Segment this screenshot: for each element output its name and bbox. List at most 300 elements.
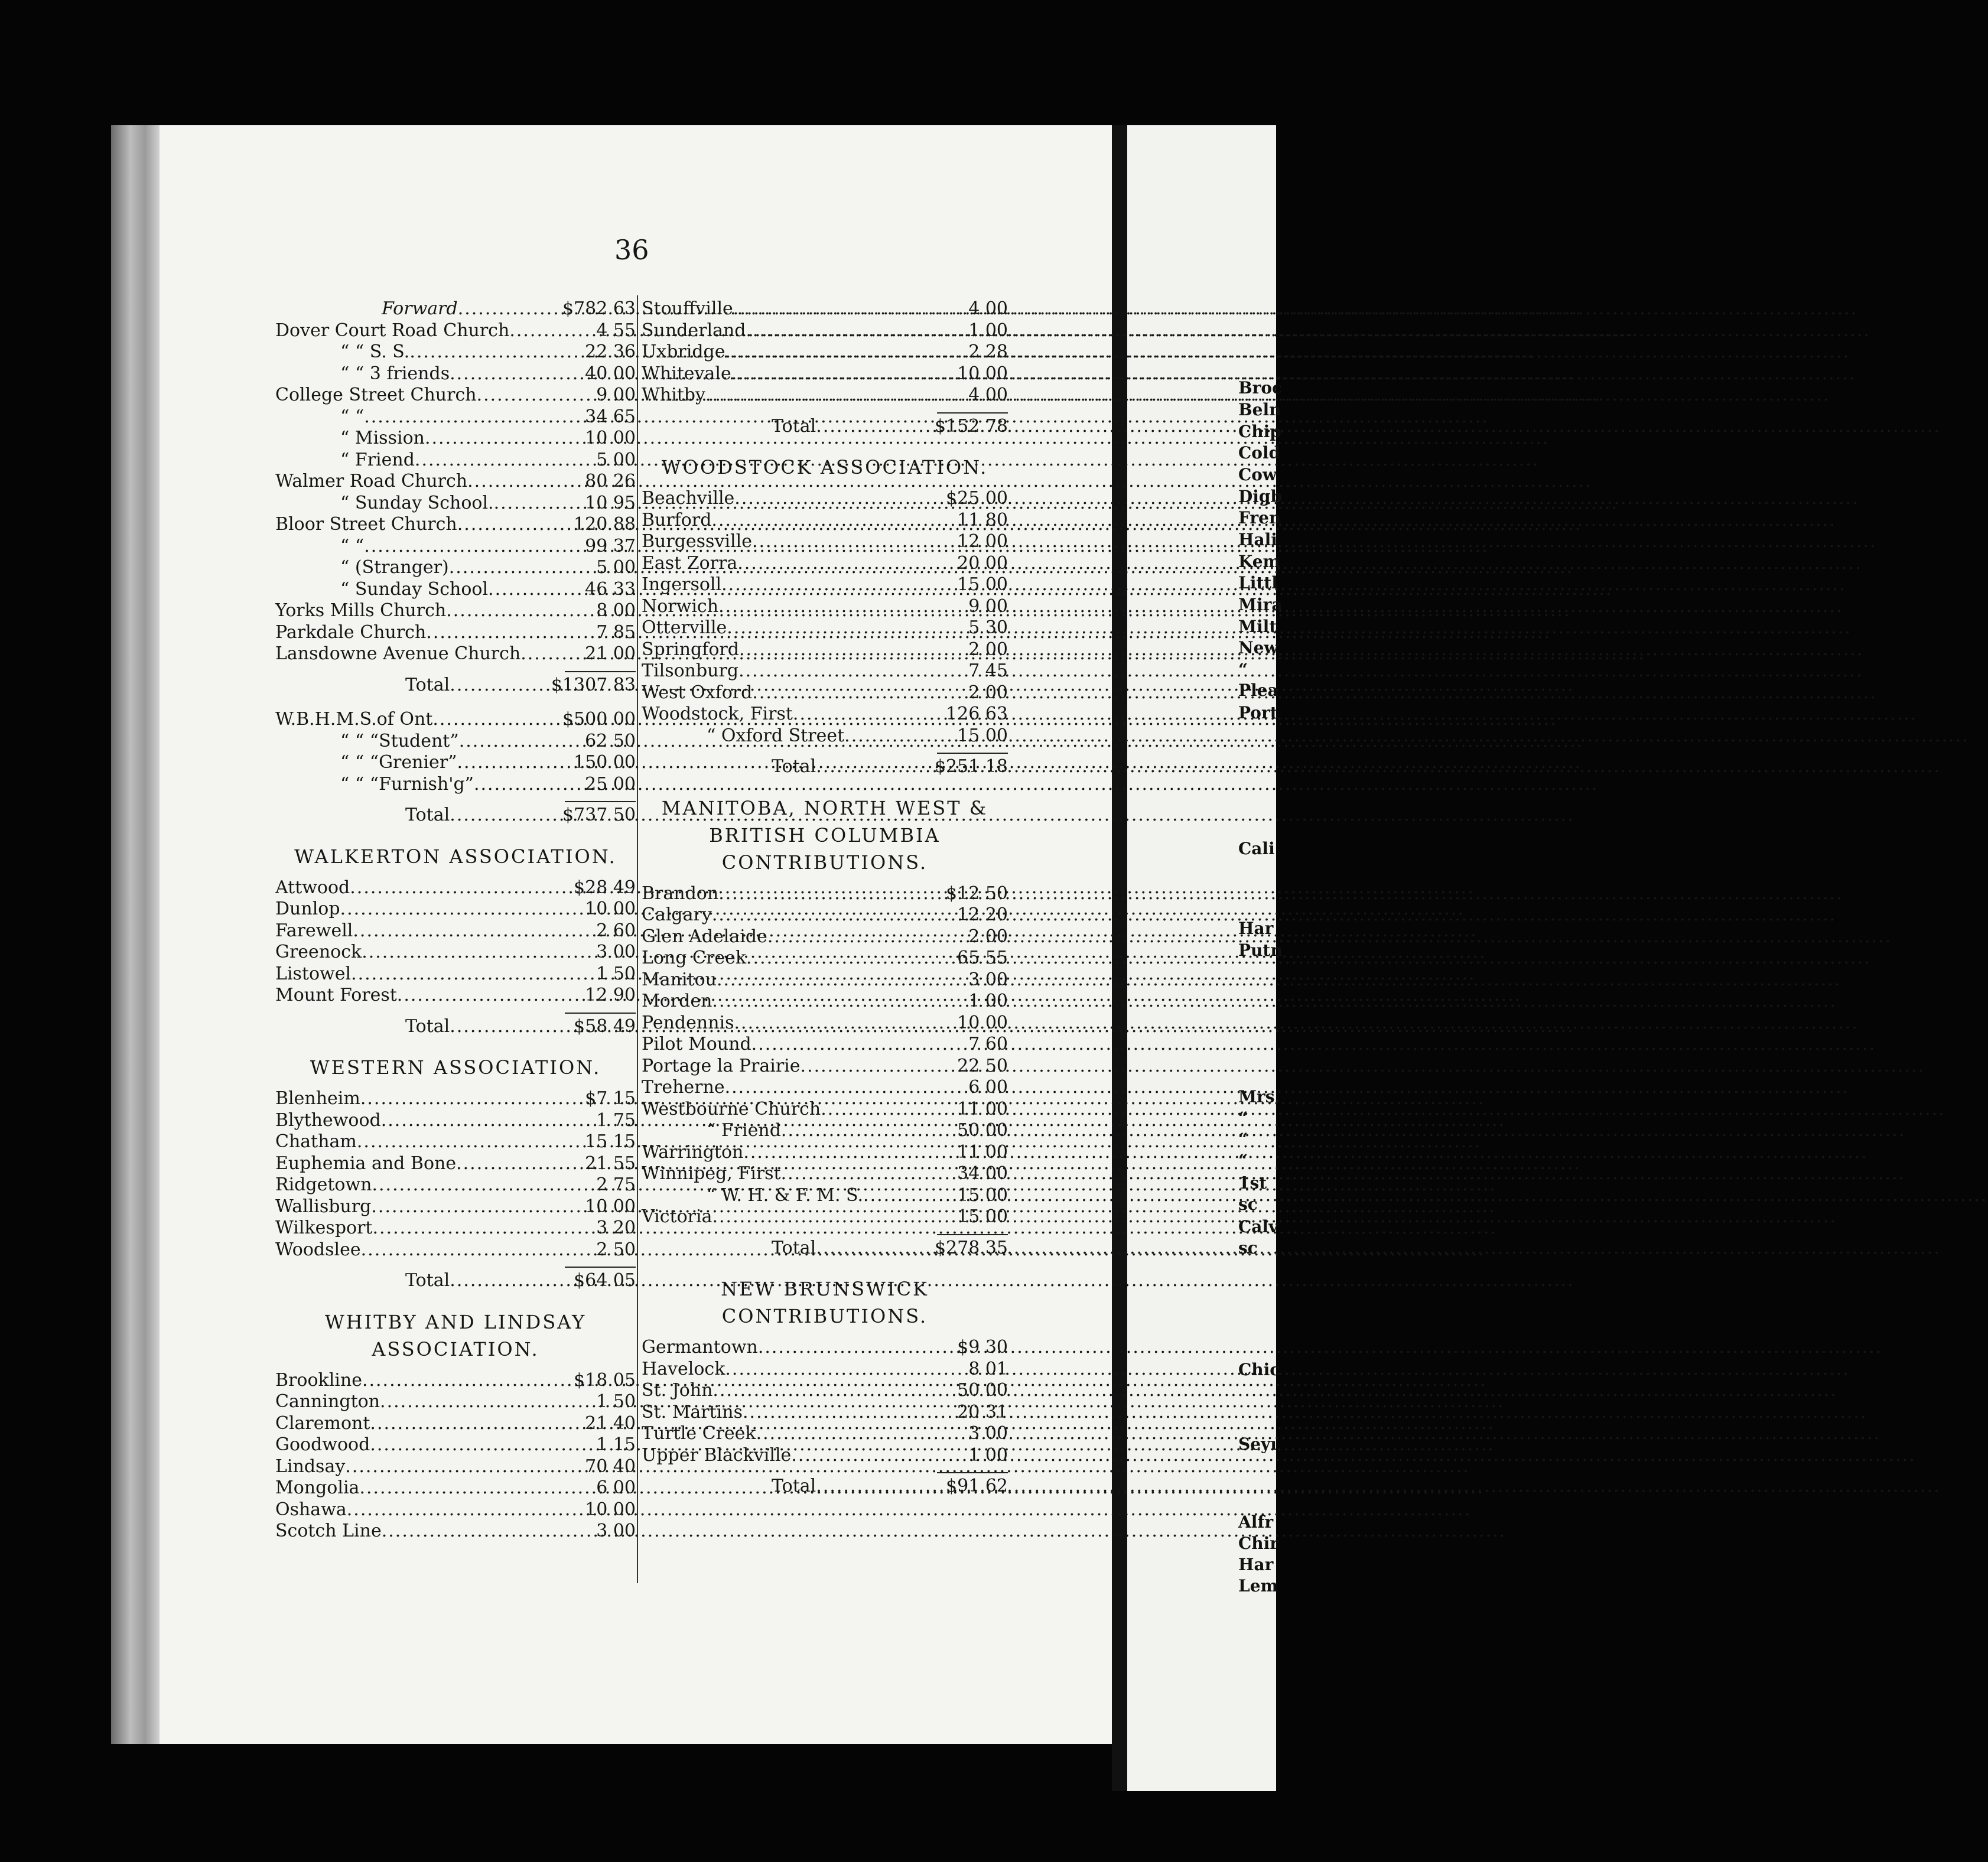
dot-leader <box>449 557 559 579</box>
entry-label: Otterville <box>642 617 727 638</box>
entry-label: Tilsonburg <box>642 660 739 681</box>
entry-label: Cannington <box>275 1391 380 1412</box>
entry-label: Pilot Mound <box>642 1034 751 1054</box>
entry-label: “ Oxford Street <box>707 725 845 746</box>
entry-label: Blythewood <box>275 1109 381 1131</box>
dot-leader <box>781 1163 931 1185</box>
dot-leader <box>767 926 931 948</box>
dot-leader <box>746 320 932 342</box>
manitoba-heading <box>642 795 1008 876</box>
dot-leader <box>415 450 559 471</box>
facing-page-fragment: Milt <box>1238 617 1277 636</box>
entry-row <box>642 1056 1008 1078</box>
entry-label: “ “ “Furnish'g” <box>340 773 474 795</box>
entry-label: Claremont <box>275 1412 370 1434</box>
entry-amount: $7 15 <box>585 1088 636 1109</box>
whitby-heading-line2: ASSOCIATION. <box>372 1337 539 1360</box>
entry-label: “ “ <box>340 406 365 427</box>
facing-page-fragment: Seyı <box>1238 1434 1277 1454</box>
dot-leader <box>457 514 559 536</box>
entry-label: Beachville <box>642 488 735 509</box>
dot-leader <box>712 904 931 926</box>
entry-amount: 7 60 <box>968 1034 1008 1054</box>
entry-label: “ “ <box>340 535 365 556</box>
facing-page-fragment: 1st <box>1238 1173 1267 1193</box>
entry-label: Forward <box>382 298 458 319</box>
entry-amount: 9 00 <box>968 595 1008 617</box>
entry-row <box>642 660 1008 682</box>
dot-leader <box>381 1110 559 1132</box>
dot-leader <box>711 510 931 532</box>
entry-amount: $1307 83 <box>551 674 636 695</box>
entry-amount: 10 00 <box>585 1196 636 1217</box>
entry-label: Norwich <box>642 595 719 617</box>
entry-row <box>275 493 636 515</box>
entry-row <box>642 617 1008 639</box>
dot-leader <box>752 531 931 553</box>
entry-amount: 15 15 <box>585 1131 636 1152</box>
entry-amount: 4 00 <box>968 385 1008 405</box>
entry-row <box>275 731 636 753</box>
entry-amount: 3 00 <box>968 1423 1008 1444</box>
facing-page-fragment: Lem <box>1238 1576 1278 1596</box>
entry-row <box>275 1477 636 1499</box>
entry-row <box>275 536 636 558</box>
entry-row <box>275 899 636 920</box>
entry-amount: 50 00 <box>957 1120 1008 1141</box>
total-rule <box>565 801 636 802</box>
dot-leader <box>746 948 931 969</box>
entry-row <box>642 969 1008 991</box>
toronto-total <box>275 675 636 696</box>
entry-label: Total <box>405 674 450 695</box>
entry-label: Wallisburg <box>275 1196 372 1217</box>
entry-row <box>642 926 1008 948</box>
entry-amount: $64 05 <box>574 1270 636 1291</box>
entry-row <box>275 1110 636 1132</box>
facing-page-fragment: “ <box>1238 660 1248 679</box>
entry-amount: 5 00 <box>596 557 636 578</box>
whitby-heading-line1: WHITBY AND LINDSAY <box>324 1310 587 1333</box>
western-total <box>275 1270 636 1292</box>
dot-leader <box>793 704 931 725</box>
entry-row <box>642 682 1008 704</box>
entry-row <box>275 1174 636 1196</box>
entry-label: Listowel <box>275 963 352 984</box>
nb-heading-line2: CONTRIBUTIONS. <box>721 1305 928 1327</box>
entry-row <box>275 942 636 963</box>
dot-leader <box>712 1206 931 1228</box>
entry-amount: $25 00 <box>946 488 1008 509</box>
facing-page-fragment: “ <box>1238 1108 1248 1128</box>
dot-leader <box>733 298 931 320</box>
entry-row <box>275 1456 636 1478</box>
entry-amount: 80 26 <box>585 471 636 491</box>
dot-leader <box>382 1521 559 1542</box>
entry-label: Total <box>405 805 450 825</box>
entry-label: Mongolia <box>275 1477 360 1498</box>
entry-label: St. John <box>642 1380 713 1401</box>
dot-leader <box>364 536 559 558</box>
dot-leader <box>756 1423 931 1445</box>
woodstock-list <box>642 488 1008 747</box>
entry-amount: 150 00 <box>574 752 636 773</box>
dot-leader <box>816 756 931 778</box>
entry-amount: 4 00 <box>968 298 1008 319</box>
entry-label: Dunlop <box>275 899 340 919</box>
dot-leader <box>734 1013 931 1034</box>
dot-leader <box>362 942 559 963</box>
dot-leader <box>372 1174 559 1196</box>
dot-leader <box>712 991 931 1013</box>
entry-row <box>642 488 1008 510</box>
dot-leader <box>721 574 931 596</box>
dot-leader <box>844 725 931 747</box>
entry-label: Woodslee <box>275 1239 361 1260</box>
dot-leader <box>347 1499 559 1521</box>
total-row <box>642 416 1008 438</box>
entry-amount: 2 00 <box>968 926 1008 947</box>
manitoba-list <box>642 883 1008 1228</box>
entry-amount: 8 00 <box>596 600 636 621</box>
entry-row <box>642 1142 1008 1164</box>
facing-page-fragment: Cow <box>1238 465 1277 484</box>
nb-heading <box>642 1275 1008 1330</box>
dot-leader <box>718 883 931 905</box>
entry-row <box>275 1521 636 1542</box>
entry-row <box>275 709 636 731</box>
dot-leader <box>725 1077 931 1099</box>
entry-label: Brandon <box>642 883 719 904</box>
entry-amount: 21 00 <box>585 643 636 664</box>
entry-amount: 34 00 <box>957 1163 1008 1184</box>
facing-page-fragment: Broc <box>1238 378 1283 398</box>
dot-leader <box>361 1239 559 1261</box>
entry-amount: 22 36 <box>585 341 636 362</box>
entry-row <box>642 1185 1008 1207</box>
entry-label: Portage la Prairie <box>642 1055 801 1076</box>
manitoba-heading-line1: MANITOBA, NORTH WEST & <box>661 796 988 819</box>
entry-amount: $12 50 <box>946 883 1008 904</box>
entry-label: W.B.H.M.S.of Ont <box>275 709 433 730</box>
entry-row <box>642 1077 1008 1099</box>
entry-amount: $278 35 <box>934 1237 1008 1258</box>
dot-leader <box>494 493 559 515</box>
entry-amount: 11 80 <box>957 509 1008 530</box>
total-row <box>275 1016 636 1038</box>
entry-row <box>275 1434 636 1456</box>
entry-amount: 15 00 <box>957 574 1008 595</box>
entry-label: Uxbridge <box>642 341 725 362</box>
dot-leader <box>353 920 559 942</box>
total-row <box>642 1238 1008 1259</box>
manitoba-heading-line3: CONTRIBUTIONS. <box>721 851 928 874</box>
entry-amount: 15 00 <box>957 1184 1008 1206</box>
entry-amount: 65 55 <box>957 948 1008 968</box>
entry-amount: 20 31 <box>957 1401 1008 1422</box>
entry-label: Blenheim <box>275 1088 360 1109</box>
entry-row <box>642 1402 1008 1424</box>
entry-label: Lansdowne Avenue Church <box>275 643 521 664</box>
entry-label: Stouffville <box>642 298 733 319</box>
dot-leader <box>509 320 559 342</box>
entry-label: Walmer Road Church <box>275 471 468 491</box>
entry-amount: 99 37 <box>585 535 636 556</box>
entry-row <box>275 877 636 899</box>
entry-label: Parkdale Church <box>275 621 427 643</box>
entry-label: College Street Church <box>275 385 477 405</box>
dot-leader <box>426 622 559 644</box>
entry-label: Lindsay <box>275 1456 346 1477</box>
entry-label: Westbourne Church <box>642 1098 821 1119</box>
total-row <box>642 1476 1008 1498</box>
entry-label: St. Martins <box>642 1401 743 1422</box>
entry-amount: $152 78 <box>934 415 1008 437</box>
dot-leader <box>450 1016 559 1038</box>
entry-label: Bloor Street Church <box>275 514 457 535</box>
entry-amount: 10 00 <box>585 899 636 919</box>
entry-row <box>642 1206 1008 1228</box>
total-rule <box>565 1013 636 1014</box>
entry-label: Whitevale <box>642 363 731 384</box>
entry-amount: 62 50 <box>585 730 636 751</box>
entry-label: Winnipeg, First <box>642 1163 781 1184</box>
entry-label: Oshawa <box>275 1499 347 1520</box>
entry-row <box>275 1218 636 1239</box>
facing-page-fragment: Littl <box>1238 573 1278 593</box>
entry-label: Morden <box>642 991 712 1011</box>
entry-amount: $251 18 <box>934 756 1008 777</box>
entry-amount: 10 00 <box>957 1012 1008 1033</box>
entry-row <box>642 363 1008 385</box>
dot-leader <box>488 579 559 601</box>
entry-label: Euphemia and Bone <box>275 1153 457 1174</box>
entry-row <box>642 574 1008 596</box>
entry-amount: 2 75 <box>596 1174 636 1195</box>
entry-label: “ W. H. & F. M. S. <box>707 1184 864 1206</box>
entry-amount: 6 00 <box>596 1477 636 1498</box>
facing-page-fragment: “ <box>1238 1151 1248 1170</box>
facing-page-fragment: “ <box>1238 1129 1248 1149</box>
facing-page-fragment: Hali <box>1238 530 1277 549</box>
entry-row <box>642 1163 1008 1185</box>
entry-label: “ Sunday School. <box>340 492 494 513</box>
dot-leader <box>360 1088 559 1110</box>
total-row <box>275 675 636 696</box>
manitoba-heading-line2: BRITISH COLUMBIA <box>709 823 941 847</box>
entry-amount: 1 50 <box>596 1391 636 1412</box>
entry-label: “ “ “Student” <box>340 730 459 751</box>
dot-leader <box>731 363 931 385</box>
whitby-total <box>642 416 1008 438</box>
facing-page-fragment: Har <box>1238 1555 1274 1574</box>
entry-row <box>642 596 1008 618</box>
dot-leader <box>380 1391 559 1413</box>
entry-amount: 7 85 <box>596 621 636 643</box>
facing-page-fragment: sc <box>1238 1194 1258 1214</box>
dot-leader <box>457 752 559 774</box>
whitby-cont-list <box>642 298 1008 406</box>
dot-leader <box>717 969 931 991</box>
dot-leader <box>743 1402 931 1424</box>
entry-row <box>642 1380 1008 1402</box>
entry-label: “ Friend <box>707 1120 781 1141</box>
dot-leader <box>477 385 559 406</box>
walkerton-list <box>275 877 636 1007</box>
entry-label: Springford <box>642 639 739 660</box>
entry-row <box>642 385 1008 406</box>
entry-amount: 3 20 <box>596 1218 636 1238</box>
entry-row <box>275 298 636 320</box>
facing-page-fragment: Digb <box>1238 487 1283 506</box>
dot-leader <box>474 774 559 796</box>
entry-row <box>642 298 1008 320</box>
dot-leader <box>340 899 559 920</box>
entry-row <box>275 406 636 428</box>
toronto-list <box>275 298 636 665</box>
entry-row <box>275 985 636 1007</box>
entry-amount: 8 01 <box>968 1358 1008 1379</box>
dot-leader <box>450 675 547 696</box>
dot-leader <box>718 596 931 618</box>
facing-page-fragment: Putn <box>1238 940 1283 960</box>
dot-leader <box>371 1196 559 1218</box>
entry-amount: 25 00 <box>585 773 636 795</box>
entry-label: “ “ S. S. <box>340 341 410 362</box>
dot-leader <box>409 341 559 363</box>
entry-label: Ingersoll <box>642 574 722 595</box>
facing-page-fragment: Alfr <box>1238 1512 1274 1532</box>
entry-label: Manitou <box>642 969 717 990</box>
entry-row <box>275 1153 636 1175</box>
entry-row <box>642 1099 1008 1121</box>
entry-amount: 2 50 <box>596 1239 636 1260</box>
facing-page-fragment: Chir <box>1238 1534 1279 1553</box>
entry-row <box>275 643 636 665</box>
entry-label: “ Sunday School <box>340 578 489 600</box>
nb-heading-line1: NEW BRUNSWICK <box>721 1278 929 1300</box>
entry-amount: $58 49 <box>574 1015 636 1037</box>
dot-leader <box>816 416 931 438</box>
entry-amount: 120 88 <box>574 514 636 535</box>
entry-label: Brookline <box>275 1369 362 1391</box>
entry-row <box>275 1239 636 1261</box>
entry-row <box>642 725 1008 747</box>
entry-amount: 50 00 <box>957 1380 1008 1401</box>
dot-leader <box>370 1413 559 1435</box>
facing-page-fragment: Cali <box>1238 839 1275 858</box>
entry-amount: 1 15 <box>596 1434 636 1455</box>
facing-page-fragment: Kem <box>1238 552 1281 571</box>
entry-label: Warrington <box>642 1141 744 1163</box>
entry-label: Total <box>772 756 816 777</box>
entry-amount: 70 40 <box>585 1456 636 1477</box>
total-row <box>642 756 1008 778</box>
entry-label: “ Mission <box>340 428 425 448</box>
dot-leader <box>373 1218 559 1239</box>
facing-page-fragment: Port <box>1238 703 1278 722</box>
dot-leader <box>758 1337 931 1359</box>
entry-row <box>275 752 636 774</box>
dot-leader <box>781 1120 931 1142</box>
entry-row <box>275 514 636 536</box>
dot-leader <box>350 877 559 899</box>
western-list <box>275 1088 636 1261</box>
dot-leader <box>459 731 559 753</box>
dot-leader <box>345 1456 559 1478</box>
whitby-list <box>275 1370 636 1542</box>
entry-amount: 5 30 <box>968 617 1008 638</box>
walkerton-heading: WALKERTON ASSOCIATION. <box>294 845 617 868</box>
dot-leader <box>791 1445 931 1467</box>
entry-amount: $782 63 <box>562 298 636 319</box>
dot-leader <box>739 639 931 661</box>
entry-amount: 1 00 <box>968 991 1008 1011</box>
entry-amount: 40 00 <box>585 363 636 384</box>
entry-row <box>275 1413 636 1435</box>
entry-amount: 46 33 <box>585 578 636 600</box>
dot-leader <box>432 709 559 731</box>
entry-row <box>275 1391 636 1413</box>
entry-row <box>275 1499 636 1521</box>
whitby-heading <box>275 1308 636 1363</box>
facing-page-fragment: Chip <box>1238 422 1281 441</box>
entry-label: Treherne <box>642 1077 725 1098</box>
entry-row <box>275 428 636 450</box>
entry-label: Turtle Creek <box>642 1423 756 1444</box>
nb-list <box>642 1337 1008 1466</box>
entry-row <box>642 1013 1008 1034</box>
dot-leader <box>456 1153 559 1175</box>
facing-page-fragment: Calv <box>1238 1217 1278 1236</box>
entry-amount: $737 50 <box>562 805 636 825</box>
entry-amount: $9 30 <box>957 1337 1008 1358</box>
entry-row <box>275 774 636 796</box>
total-rule <box>937 1234 1008 1235</box>
entry-row <box>275 450 636 471</box>
entry-label: Goodwood <box>275 1434 370 1455</box>
total-row <box>275 805 636 826</box>
entry-label: “ “ 3 friends <box>340 363 450 384</box>
total-rule <box>565 1267 636 1268</box>
entry-amount: 15 00 <box>957 725 1008 746</box>
dot-leader <box>450 363 559 385</box>
entry-label: Germantown <box>642 1337 758 1358</box>
entry-row <box>275 1196 636 1218</box>
dot-leader <box>816 1476 931 1498</box>
entry-amount: 4 55 <box>596 320 636 341</box>
total-rule <box>937 753 1008 754</box>
dot-leader <box>738 660 931 682</box>
left-column <box>275 298 636 1542</box>
entry-row <box>642 320 1008 342</box>
entry-amount: 5 00 <box>596 449 636 470</box>
dot-leader <box>712 1380 931 1402</box>
facing-page-fragment: New <box>1238 638 1278 657</box>
entry-row <box>642 1120 1008 1142</box>
entry-label: Total <box>405 1270 450 1291</box>
entry-row <box>275 622 636 644</box>
entry-amount: 12 20 <box>957 904 1008 925</box>
entry-amount: 6 00 <box>968 1077 1008 1098</box>
wbhms-list <box>275 709 636 795</box>
wbhms-total <box>275 805 636 826</box>
entry-amount: 9 00 <box>596 385 636 405</box>
dot-leader <box>425 428 559 450</box>
dot-leader <box>520 643 559 665</box>
entry-label: Burgessville <box>642 531 752 552</box>
entry-label: Total <box>405 1015 450 1037</box>
